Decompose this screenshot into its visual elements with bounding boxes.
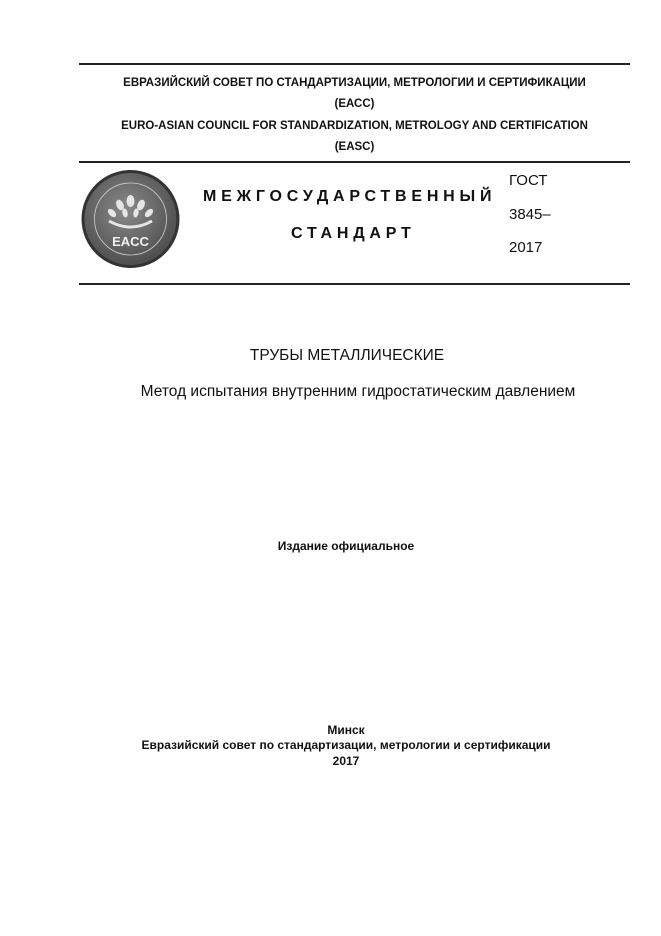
header-rule xyxy=(79,161,630,163)
council-name-en: EURO-ASIAN COUNCIL FOR STANDARDIZATION, METROLOGY AND CERTIFICATION xyxy=(121,120,588,132)
footer-publisher: Евразийский совет по стандартизации, метрологии и сертификации xyxy=(141,738,551,752)
standard-type-line1: МЕЖГОСУДАРСТВЕННЫЙ xyxy=(203,188,497,205)
council-abbr-en: (EASC) xyxy=(334,141,375,153)
edition-note: Издание официальное xyxy=(277,539,415,553)
standard-type-line2: СТАНДАРТ xyxy=(291,225,416,242)
top-rule xyxy=(79,63,630,65)
logo-text: EACC xyxy=(112,234,149,249)
document-subtitle: Метод испытания внутренним гидростатическим давлением xyxy=(140,383,576,400)
document-title: ТРУБЫ МЕТАЛЛИЧЕСКИЕ xyxy=(249,347,445,364)
eacc-logo xyxy=(79,169,182,269)
council-abbr-ru: (ЕАСС) xyxy=(334,98,375,110)
standard-rule xyxy=(79,283,630,285)
gost-label: ГОСТ xyxy=(509,172,548,189)
gost-year: 2017 xyxy=(509,239,543,256)
gost-number: 3845– xyxy=(509,206,551,223)
footer-year: 2017 xyxy=(332,754,360,768)
footer-city: Минск xyxy=(327,723,365,737)
council-name-ru: ЕВРАЗИЙСКИЙ СОВЕТ ПО СТАНДАРТИЗАЦИИ, МЕТРОЛОГИИ И СЕРТИФИКАЦИИ xyxy=(123,77,586,89)
